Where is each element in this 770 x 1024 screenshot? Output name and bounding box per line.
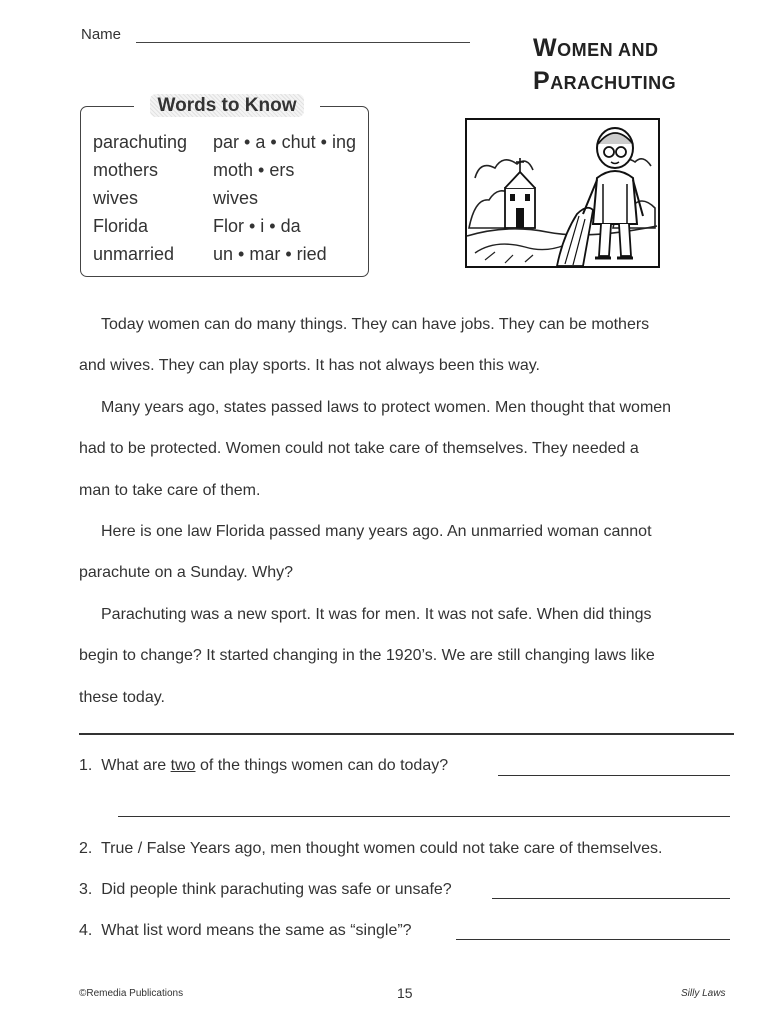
passage-line: Many years ago, states passed laws to protect women. Men thought that women [101,399,672,416]
question-2: 2. True / False Years ago, men thought women could not take care of themselves. [79,840,663,857]
vocab-syllables: wives [213,188,259,208]
worksheet-title [533,33,676,99]
section-divider [79,733,734,735]
passage-line: parachute on a Sunday. Why? [79,564,294,581]
vocab-syllables: un • mar • ried [213,244,327,264]
publisher-credit: ©Remedia Publications [79,988,184,999]
passage-line: Parachuting was a new sport. It was for men. It was not safe. When did things [101,606,652,623]
vocab-syllables: par • a • chut • ing [213,132,356,152]
title-line-2: PARACHUTING [533,67,677,95]
vocab-word: unmarried [93,244,175,264]
title-line-1: WOMEN AND [533,34,659,62]
passage-line: had to be protected. Women could not take care of themselves. They needed a [79,440,639,457]
name-label: Name [81,26,122,43]
syllable-list [213,128,356,268]
passage-line: these today. [79,689,165,706]
page-number: 15 [397,985,413,1001]
name-blank-line[interactable] [136,42,470,43]
vocab-word: wives [93,188,139,208]
passage-line: Today women can do many things. They can have jobs. They can be mothers [101,316,650,333]
vocab-syllables: Flor • i • da [213,216,301,236]
emphasized-word: two [170,757,196,774]
parachutist-illustration [465,118,660,268]
passage-line: man to take care of them. [79,482,261,499]
answer-line-4[interactable] [456,939,730,940]
book-title: Silly Laws [681,988,726,999]
question-3: 3. Did people think parachuting was safe or unsafe? [79,881,452,898]
vocab-syllables: moth • ers [213,160,295,180]
vocab-word: parachuting [93,132,188,152]
vocab-word: Florida [93,216,149,236]
words-to-know-title: Words to Know [134,92,320,119]
question-4: 4. What list word means the same as “single”? [79,922,412,939]
word-list [93,128,187,268]
vocab-word: mothers [93,160,159,180]
answer-line-3[interactable] [492,898,730,899]
passage-line: begin to change? It started changing in the 1920’s. We are still changing laws like [79,647,655,664]
passage-line: Here is one law Florida passed many years ago. An unmarried woman cannot [101,523,652,540]
question-1: 1. What are two of the things women can do today? [79,757,449,774]
answer-line-1b[interactable] [118,816,730,817]
answer-line-1a[interactable] [498,775,730,776]
passage-line: and wives. They can play sports. It has not always been this way. [79,357,540,374]
